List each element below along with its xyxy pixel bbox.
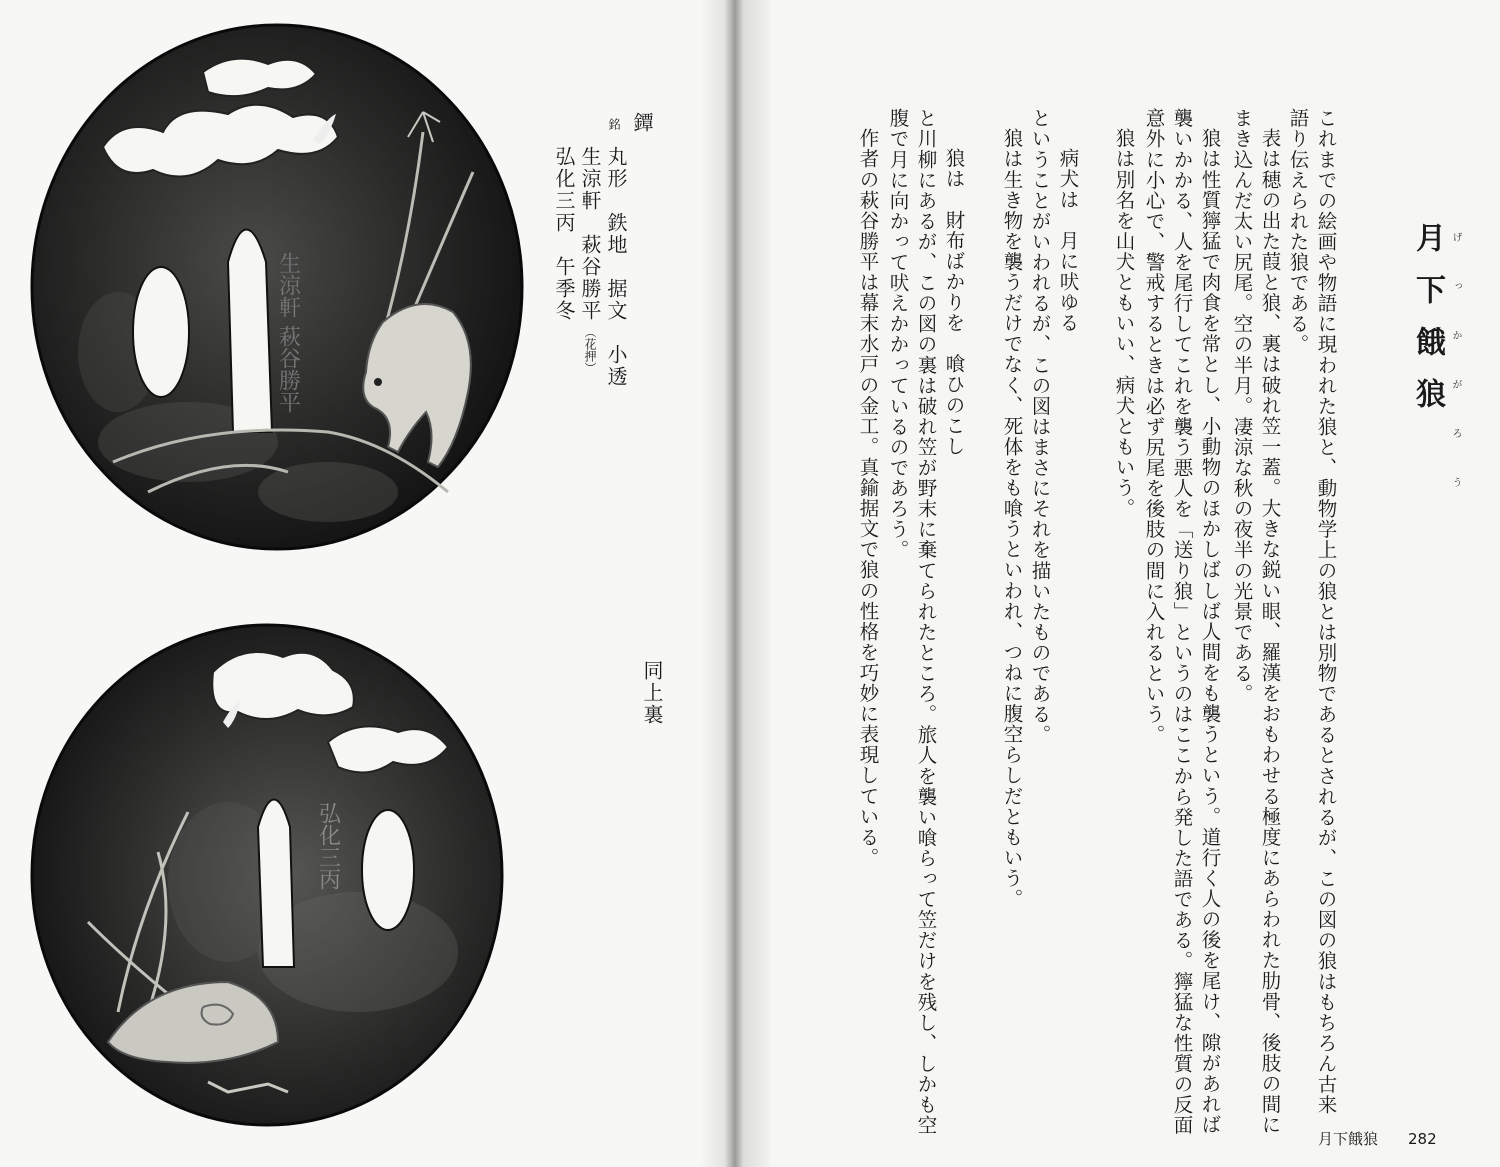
body-column: と川柳にあるが、この図の裏は破れ笠が野末に棄てられたところ。旅人を襲い喰らって笠だけを残し、しかも空 xyxy=(914,108,938,1136)
page-title-ruby: げっかがろう xyxy=(1450,232,1461,526)
body-column: これまでの絵画や物語に現われた狼と、動物学上の狼とは別物であるとされるが、この図の狼はもちろん古来 xyxy=(1314,108,1338,1115)
tsuba-front-photo xyxy=(28,22,526,552)
body-column: 語り伝えられた狼である。 xyxy=(1286,108,1310,355)
body-column: 意外に小心で、警戒するときは必ず尻尾を後肢の間に入れるという。 xyxy=(1142,108,1166,746)
body-column: 狼は生き物を襲うだけでなく、死体をも喰うといわれ、つねに腹空らしだともいう。 xyxy=(1000,128,1024,909)
body-column: ということがいわれるが、この図はまさにそれを描いたものである。 xyxy=(1028,108,1052,746)
body-column: 襲いかかる、人を尾行してこれを襲う悪人を「送り狼」というのはここから発した語である。獰猛な性質の反面 xyxy=(1170,108,1194,1136)
caption-specs: 丸形 鉄地 据文 小透 xyxy=(604,146,628,388)
body-column: まき込んだ太い尻尾。空の半月。凄涼な秋の夜半の光景である。 xyxy=(1230,108,1254,704)
body-column: 作者の萩谷勝平は幕末水戸の金工。真鍮据文で狼の性格を巧妙に表現している。 xyxy=(856,128,880,868)
tsuba-back-photo xyxy=(28,622,506,1128)
body-column: 狼は性質獰猛で肉食を常とし、小動物のほかしばしば人間をも襲うという。道行く人の後を尾け、隙があれば xyxy=(1198,128,1222,1135)
running-title: 月下餓狼 xyxy=(1318,1130,1379,1148)
book-gutter xyxy=(700,0,770,1167)
caption-kao: （花押） xyxy=(583,326,597,374)
body-column: 腹で月に向かって吠えかかっているのであろう。 xyxy=(886,108,910,561)
caption-maker: 生涼軒 萩谷勝平 xyxy=(578,146,602,322)
right-page xyxy=(722,0,1500,1167)
caption-mei-label: 銘 xyxy=(607,118,621,130)
caption-reverse: 同上裏 xyxy=(640,660,664,726)
front-engraving: 生涼軒 萩谷勝平 xyxy=(275,252,301,413)
page-footer xyxy=(1318,1128,1437,1149)
body-column: 病犬は 月に吠ゆる xyxy=(1056,148,1080,333)
body-column: 狼は 財布ばかりを 喰ひのこし xyxy=(942,148,966,457)
page-title: 月下餓狼 xyxy=(1410,222,1445,430)
caption-tsuba-label: 鐔 xyxy=(630,112,654,134)
caption-date: 弘化三丙 午季冬 xyxy=(552,146,576,322)
back-engraving: 弘化三丙 xyxy=(315,802,341,890)
body-column: 表は穂の出た葭と狼、裏は破れ笠一蓋。大きな鋭い眼、羅漢をおもわせる極度にあらわれた肋骨、後肢の間に xyxy=(1258,128,1282,1135)
page-number: 282 xyxy=(1408,1130,1437,1148)
body-column: 狼は別名を山犬ともいい、病犬ともいう。 xyxy=(1112,128,1136,519)
